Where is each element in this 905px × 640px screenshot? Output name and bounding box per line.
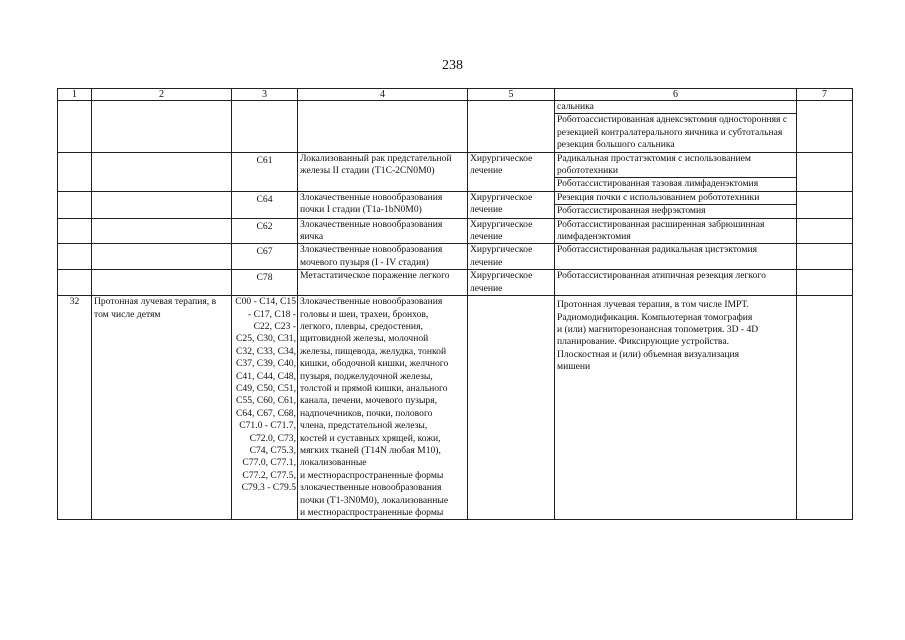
disease-description: Злокачественные новообразования мочевого пузыря (I - IV стадия)	[298, 244, 468, 270]
treatment-type	[468, 296, 555, 520]
treatment-type: Хирургическое лечение	[468, 152, 555, 191]
column-number: 1	[58, 89, 92, 101]
treatment-type: Хирургическое лечение	[468, 191, 555, 218]
method-text: сальника	[555, 101, 796, 114]
table-row	[58, 218, 853, 244]
table-row	[58, 270, 853, 296]
disease-description: Локализованный рак предстательной железы II стадии (T1C-2CN0M0)	[298, 152, 468, 191]
column-number-row	[58, 89, 853, 101]
table-row	[58, 152, 853, 191]
table-row	[58, 244, 853, 270]
method-text: Радикальная простатэктомия с использованием робототехники	[555, 153, 796, 178]
methods-cell	[555, 101, 797, 153]
method-text: Роботассистированная нефрэктомия	[557, 205, 706, 217]
table-row	[58, 101, 853, 153]
column-number: 6	[555, 89, 797, 101]
methods-cell	[555, 152, 797, 191]
treatment-type: Хирургическое лечение	[468, 218, 555, 244]
icd-code: С67	[232, 244, 298, 270]
treatment-type: Хирургическое лечение	[468, 244, 555, 270]
methods-cell	[555, 191, 797, 218]
column-number: 5	[468, 89, 555, 101]
treatment-type: Хирургическое лечение	[468, 270, 555, 296]
medical-care-table	[57, 88, 853, 520]
disease-description: Злокачественные новообразования головы и шеи, трахеи, бронхов, легкого, плевры, средостения, щитовидной железы, молочной железы, пищевода, желудка, тонкой кишки, ободочной кишки, желчного пузыря, поджелудочной железы, толстой и прямой кишки, анального канала, печени, мочевого пузыря, надпочечников, почки, полового члена, предстательной железы, костей и суставных хрящей, кожи, мягких тканей (T14N любая M10), локализованные и местнораспространенные формы злокачественные новообразования почки (T1-3N0M0), локализованные и местнораспространенные формы	[298, 296, 468, 520]
icd-code: С62	[232, 218, 298, 244]
care-type-name: Протонная лучевая терапия, в том числе детям	[92, 296, 232, 520]
column-number: 3	[232, 89, 298, 101]
method-text: Роботассистированная радикальная цистэктомия	[555, 244, 797, 270]
icd-code: С64	[232, 191, 298, 218]
column-number: 7	[797, 89, 853, 101]
disease-description: Метастатическое поражение легкого	[298, 270, 468, 296]
disease-description: Злокачественные новообразования почки I стадии (T1a-1bN0M0)	[298, 191, 468, 218]
method-text: Роботассистированная атипичная резекция легкого	[555, 270, 797, 296]
icd-code: С78	[232, 270, 298, 296]
column-number: 4	[298, 89, 468, 101]
row-number: 32	[58, 296, 92, 520]
icd-code: С61	[232, 152, 298, 191]
method-text: Роботоассистированная аднексэктомия односторонняя с резекцией контралатерального яичника и субтотальная резекция большого сальника	[557, 114, 788, 151]
table-row	[58, 191, 853, 218]
page-number: 238	[442, 58, 463, 73]
column-number: 2	[92, 89, 232, 101]
disease-description: Злокачественные новообразования яичка	[298, 218, 468, 244]
icd-codes: С00 - С14, С15 - С17, С18 - С22, С23 - С25, С30, С31, С32, С33, С34, С37, С39, С40, С41, С44, С48, С49, С50, С51, С55, С60, С61, С64, С67, С68, С71.0 - С71.7, С72.0, С73, С74, С75.3, С77.0, С77.1, С77.2, С77.5, С79.3 - С79.5	[232, 296, 298, 520]
method-text: Протонная лучевая терапия, в том числе IMPT. Радиомодификация. Компьютерная томография и (или) магниторезонансная топометрия. 3D - 4D планирование. Фиксирующие устройства. Плоскостная и (или) объемная визуализация мишени	[555, 296, 797, 520]
table-row	[58, 296, 853, 520]
method-text: Роботассистированная тазовая лимфаденэктомия	[557, 178, 759, 190]
method-text: Резекция почки с использованием робототехники	[555, 192, 796, 205]
method-text: Роботассистированная расширенная забрюшинная лимфаденэктомия	[555, 218, 797, 244]
